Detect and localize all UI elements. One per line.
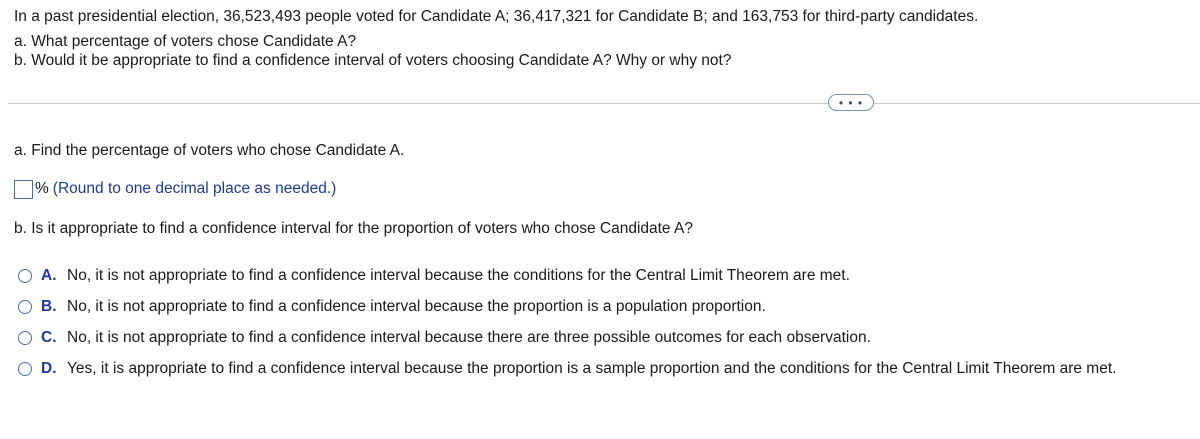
rounding-hint: (Round to one decimal place as needed.)	[52, 180, 337, 197]
option-d[interactable]	[18, 358, 1116, 380]
expand-more-button[interactable]: • • •	[828, 94, 874, 111]
part-b-prompt: b. Is it appropriate to find a confidence interval for the proportion of voters who chose Candidate A?	[14, 220, 693, 237]
percentage-answer-input[interactable]	[14, 180, 33, 199]
option-b-letter: B.	[41, 298, 57, 315]
part-a-prompt: a. Find the percentage of voters who chose Candidate A.	[14, 142, 405, 159]
option-c-letter: C.	[41, 329, 57, 346]
option-c-text: No, it is not appropriate to find a confidence interval because there are three possible outcomes for each observation.	[67, 329, 871, 346]
question-text-line-3: b. Would it be appropriate to find a confidence interval of voters choosing Candidate A? Why or why not?	[14, 52, 732, 69]
part-a-answer-row	[14, 178, 336, 200]
question-text-line-1: In a past presidential election, 36,523,493 people voted for Candidate A; 36,417,321 for Candidate B; and 163,753 for third-party candidates.	[14, 8, 979, 25]
option-b-text: No, it is not appropriate to find a confidence interval because the proportion is a population proportion.	[67, 298, 766, 315]
option-b[interactable]	[18, 296, 766, 318]
option-d-text: Yes, it is appropriate to find a confidence interval because the proportion is a sample proportion and the conditions for the Central Limit Theorem are met.	[67, 360, 1117, 377]
option-d-letter: D.	[41, 360, 57, 377]
option-b-radio[interactable]	[18, 300, 32, 314]
section-divider	[8, 103, 1200, 104]
option-a[interactable]	[18, 265, 850, 287]
option-c-radio[interactable]	[18, 331, 32, 345]
option-a-letter: A.	[41, 267, 57, 284]
question-text-line-2: a. What percentage of voters chose Candidate A?	[14, 33, 357, 50]
percent-sign: %	[35, 180, 49, 197]
option-a-text: No, it is not appropriate to find a confidence interval because the conditions for the Central Limit Theorem are met.	[67, 267, 850, 284]
option-a-radio[interactable]	[18, 269, 32, 283]
option-d-radio[interactable]	[18, 362, 32, 376]
option-c[interactable]	[18, 327, 871, 349]
